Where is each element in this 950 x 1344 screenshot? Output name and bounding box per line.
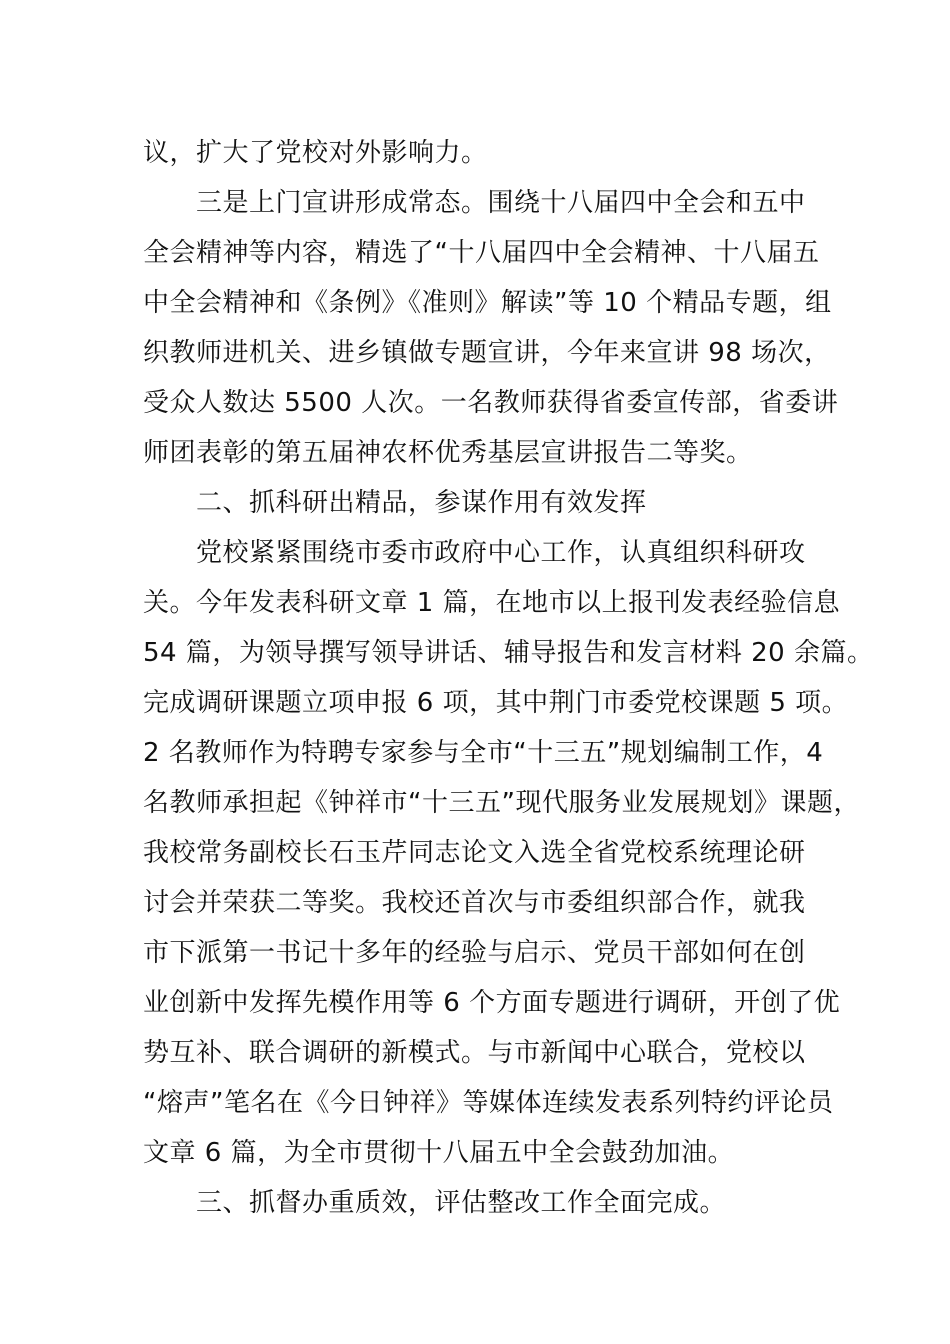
paragraph-line: 受众人数达 5500 人次。一名教师获得省委宣传部，省委讲	[143, 388, 839, 418]
paragraph-line: 师团表彰的第五届神农杯优秀基层宣讲报告二等奖。	[143, 438, 753, 468]
paragraph-line: 讨会并荣获二等奖。我校还首次与市委组织部合作，就我	[143, 888, 806, 918]
paragraph-line: 关。今年发表科研文章 1 篇，在地市以上报刊发表经验信息	[143, 588, 841, 618]
paragraph-line: 势互补、联合调研的新模式。与市新闻中心联合，党校以	[143, 1038, 806, 1068]
paragraph-line: 中全会精神和《条例》《准则》解读”等 10 个精品专题，组	[143, 288, 832, 318]
paragraph-line: 业创新中发挥先模作用等 6 个方面专题进行调研，开创了优	[143, 988, 841, 1018]
paragraph-line: 全会精神等内容，精选了“十八届四中全会精神、十八届五	[143, 238, 820, 268]
paragraph-line: 文章 6 篇，为全市贯彻十八届五中全会鼓劲加油。	[143, 1138, 735, 1168]
paragraph-line: “熔声”笔名在《今日钟祥》等媒体连续发表系列特约评论员	[143, 1088, 834, 1118]
paragraph-line: 织教师进机关、进乡镇做专题宣讲，今年来宣讲 98 场次，	[143, 338, 831, 368]
paragraph-line: 党校紧紧围绕市委市政府中心工作，认真组织科研攻	[196, 538, 806, 568]
paragraph-line: 我校常务副校长石玉芹同志论文入选全省党校系统理论研	[143, 838, 806, 868]
paragraph-line: 54 篇，为领导撰写领导讲话、辅导报告和发言材料 20 余篇。	[143, 638, 874, 668]
paragraph-line: 名教师承担起《钟祥市“十三五”现代服务业发展规划》课题，	[143, 788, 860, 818]
paragraph-line: 市下派第一书记十多年的经验与启示、党员干部如何在创	[143, 938, 806, 968]
paragraph-line: 三是上门宣讲形成常态。围绕十八届四中全会和五中	[196, 188, 806, 218]
section-heading: 二、抓科研出精品，参谋作用有效发挥	[196, 488, 647, 518]
section-heading: 三、抓督办重质效，评估整改工作全面完成。	[196, 1188, 727, 1218]
paragraph-line: 2 名教师作为特聘专家参与全市“十三五”规划编制工作，4	[143, 738, 824, 768]
paragraph-line: 完成调研课题立项申报 6 项，其中荆门市委党校课题 5 项。	[143, 688, 849, 718]
paragraph-line: 议，扩大了党校对外影响力。	[143, 138, 488, 168]
